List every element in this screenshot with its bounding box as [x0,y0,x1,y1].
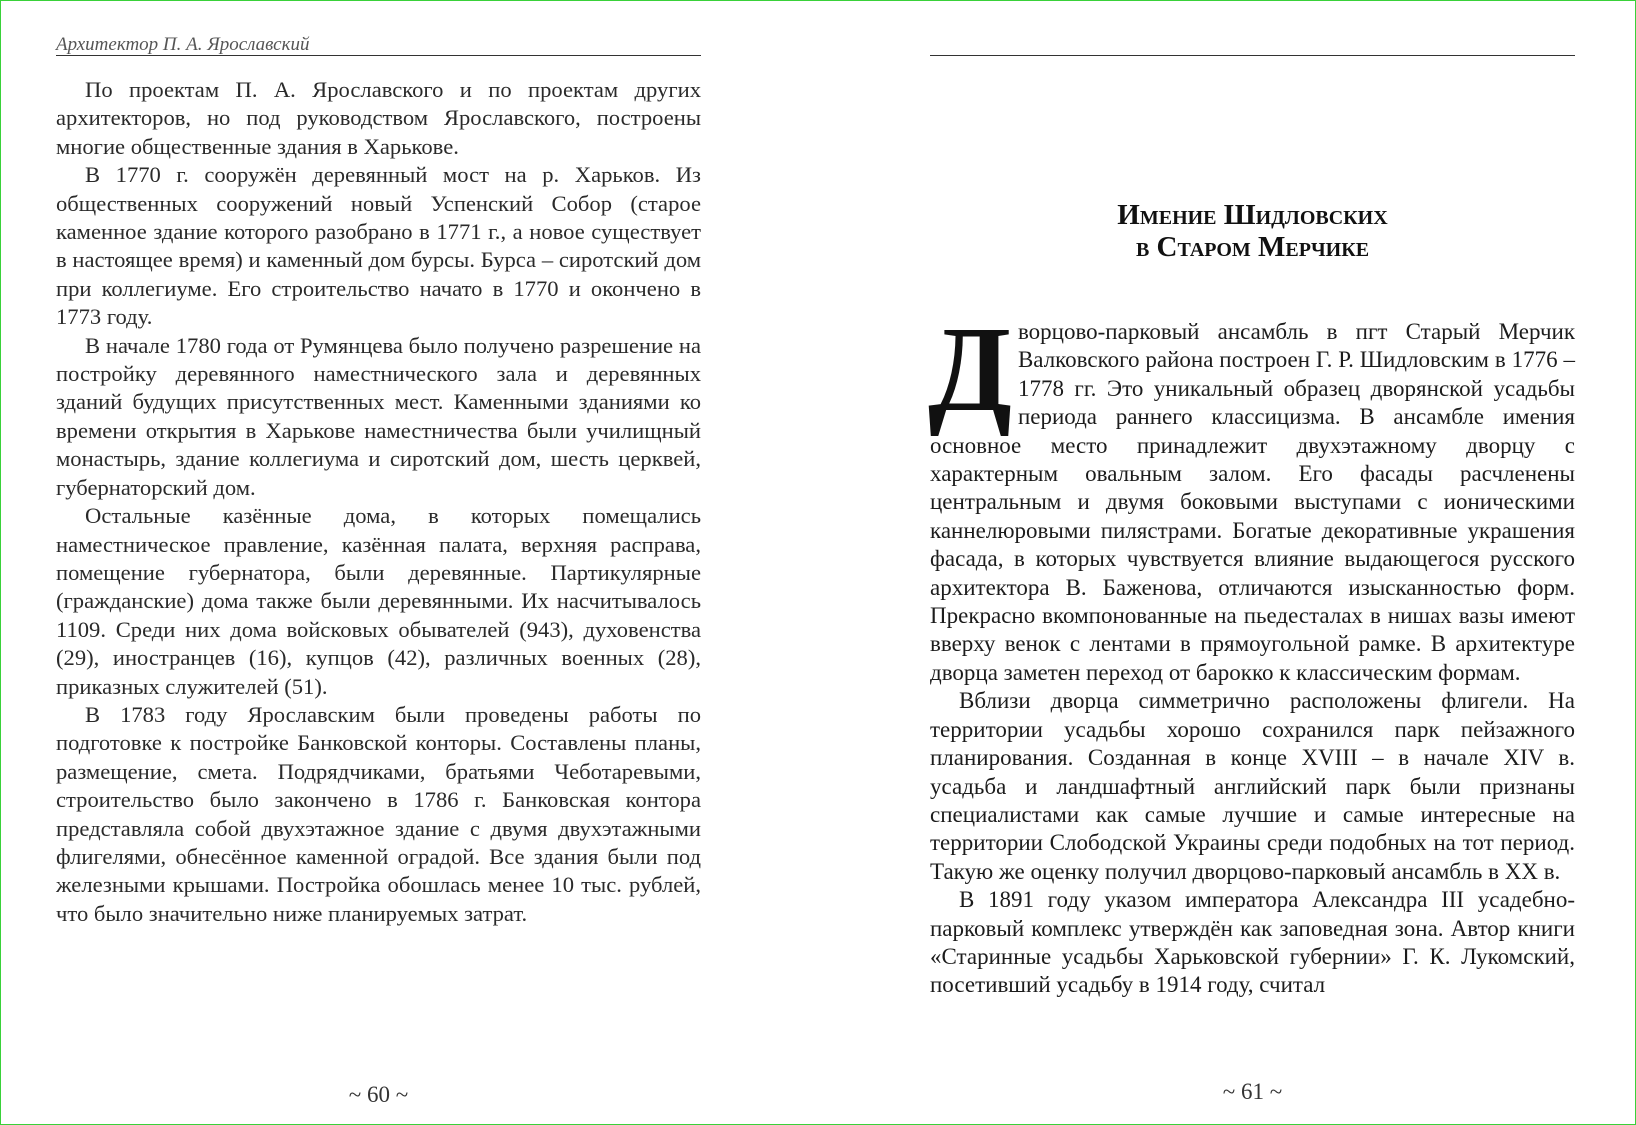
page-number: ~ 61 ~ [1222,1079,1283,1104]
chapter-title [930,199,1575,263]
chapter-title-line: Имение Шидловских [1117,199,1388,231]
paragraph: Остальные казённые дома, в которых помещались наместническое правление, казённая палата, верхняя расправа, помещение губернатора, были деревянные. Партикулярные (гражданские) дома также были деревянными. Их насчитывалось 1109. Среди них дома войсковых обывателей (943), духовенства (29), иностранцев (16), купцов (42), различных военных (28), приказных служителей (51). [56,503,701,699]
paragraph: В 1891 году указом императора Александра III усадебно-парковый комплекс утверждён как заповедная зона. Автор книги «Старинные усадьбы Харьковской губернии» Г. К. Лукомский, посетивший усадьбу в 1914 году, считал [930,887,1575,998]
header-rule [56,55,701,56]
first-paragraph-text: ворцово-парковый ансамбль в пгт Старый Мерчик Валковского района построен Г. Р. Шидловским в 1776 – 1778 гг. Это уникальный образец дворянской усадьбы периода раннего классицизма. В ансамбле имения основное место принадлежит двухэтажному дворцу с характерным овальным залом. Его фасады расчленены центральным и двумя боковыми выступами с ионическими каннелюровыми пилястрами. Богатые декоративные украшения фасада, в которых чувствуется влияние выдающегося русского архитектора В. Баженова, отличаются изысканностью форм. Прекрасно вкомпонованные на пьедесталах в нишах вазы имеют вверху венок с лентами в прямоугольной рамке. В архитектуре дворца заметен переход от барокко к классическим формам. [930,319,1575,685]
header-rule [930,55,1575,56]
paragraph: Вблизи дворца симметрично расположены флигели. На территории усадьбы хорошо сохранился парк пейзажного планирования. Созданная в конце XVIII – в начале XIV в. усадьба и ландшафтный английский парк были признаны специалистами как самые лучшие и самые интересные на территории Слободской Украины среди подобных на тот период. Такую же оценку получил дворцово-парковый ансамбль в XX в. [930,688,1575,884]
left-body-text [56,76,701,928]
left-page [56,1,701,1124]
chapter-title-line: в Старом Мерчике [1135,231,1370,263]
paragraph: По проектам П. А. Ярославского и по проектам других архитекторов, но под руководством Ярославского, построены многие общественные здания в Харькове. [56,77,701,159]
running-head: Архитектор П. А. Ярославский [56,34,310,55]
paragraph: В 1783 году Ярославским были проведены работы по подготовке к постройке Банковской конторы. Составлены планы, размещение, смета. Подрядчиками, братьями Чеботаревыми, строительство было закончено в 1786 г. Банковская контора представляла собой двухэтажное здание с двумя двухэтажными флигелями, обнесённое каменной оградой. Все здания были под железными крышами. Постройка обошлась менее 10 тыс. рублей, что было значительно ниже планируемых затрат. [56,701,701,926]
page-number: ~ 60 ~ [348,1082,409,1107]
first-paragraph [928,302,1575,687]
right-page [930,1,1575,1124]
paragraph: В начале 1780 года от Румянцева было получено разрешение на постройку деревянного наместнического зала и деревянных зданий будущих присутственных мест. Каменными зданиями ко времени открытия в Харькове наместничества были училищный монастырь, здание коллегиума и сиротский дом, шесть церквей, губернаторский дом. [56,332,701,500]
drop-cap: Д [928,302,1012,437]
right-body-text [928,302,1575,1000]
paragraph: В 1770 г. сооружён деревянный мост на р. Харьков. Из общественных сооружений новый Успенский Собор (старое каменное здание которого разобрано в 1771 г., а новое существует в настоящее время) и каменный дом бурсы. Бурса – сиротский дом при коллегиуме. Его строительство начато в 1770 и окончено в 1773 году. [56,162,701,330]
